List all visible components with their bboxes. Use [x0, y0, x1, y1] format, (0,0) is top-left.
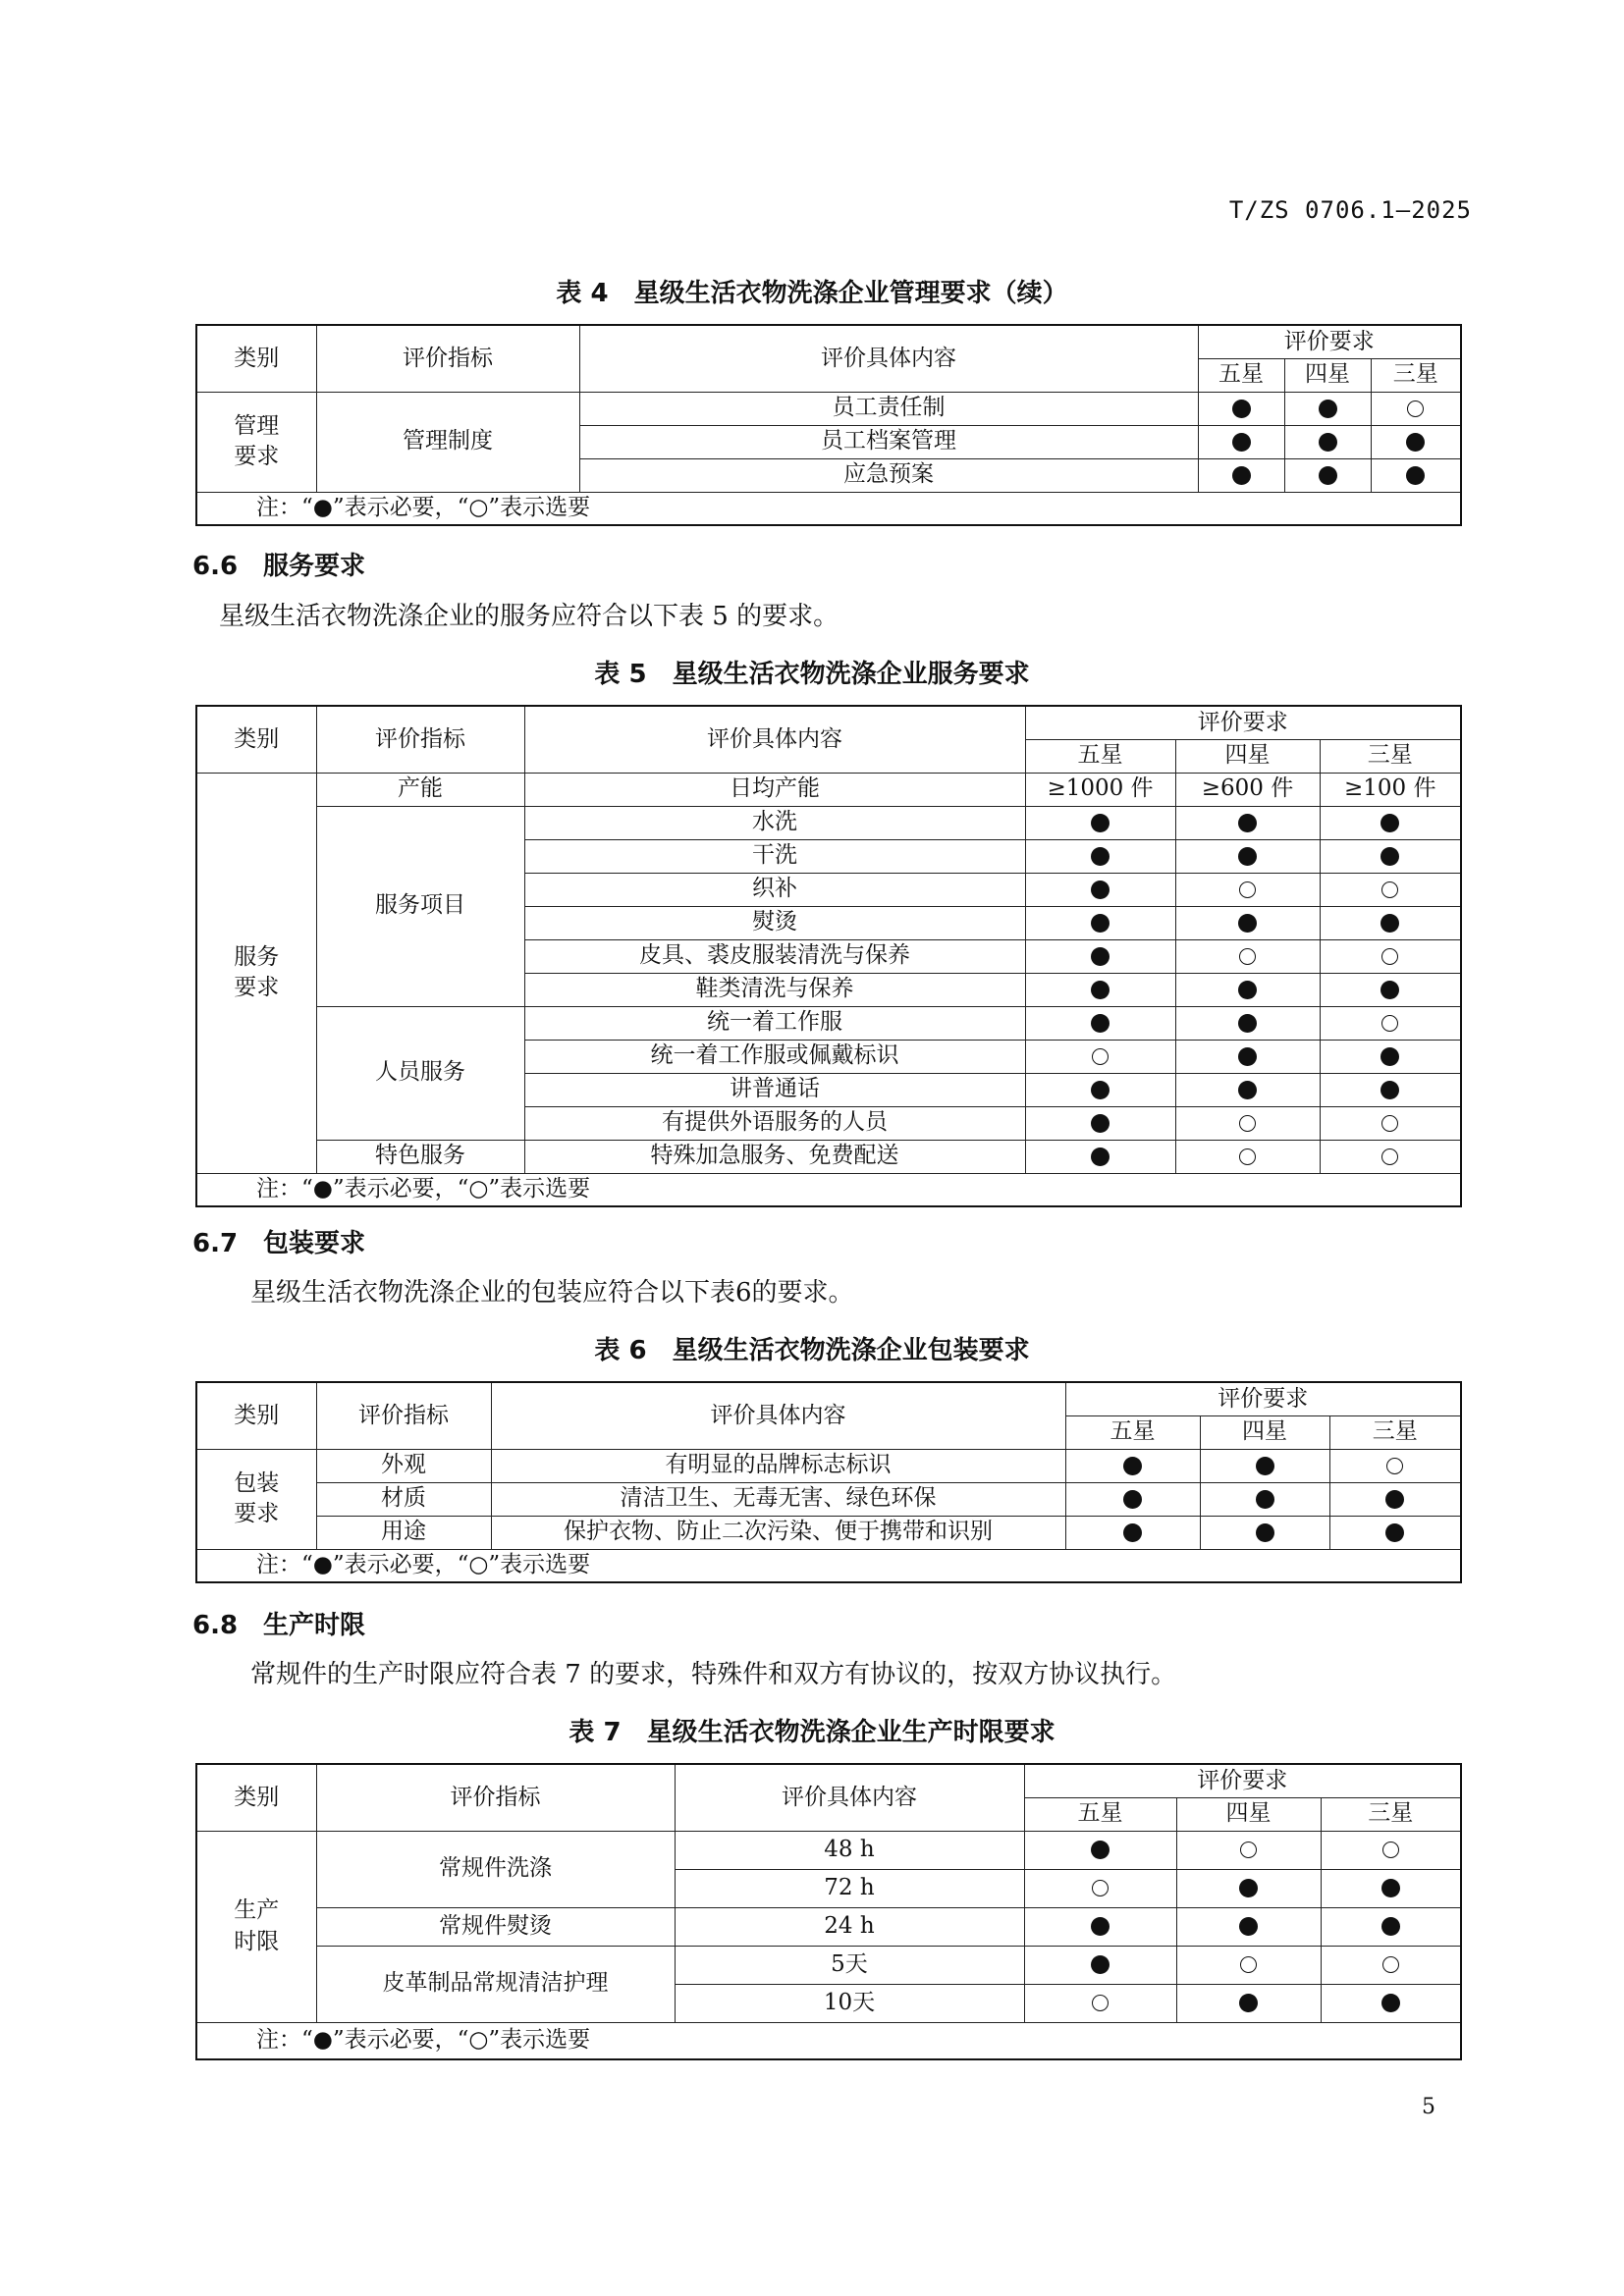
required-filled-circle-icon: [1239, 1879, 1258, 1897]
optional-hollow-circle-icon: [1407, 400, 1424, 417]
indicator-cell: 人员服务: [316, 1006, 524, 1140]
header-requirement: 评价要求: [1024, 1764, 1461, 1797]
optional-hollow-circle-icon: [1382, 1842, 1399, 1858]
header-five-star: 五星: [1065, 1415, 1200, 1449]
required-filled-circle-icon: [1406, 433, 1425, 452]
header-category: 类别: [196, 1764, 316, 1831]
optional-hollow-circle-icon: [1239, 1115, 1256, 1132]
required-filled-circle-icon: [1385, 1523, 1404, 1542]
requirement-mark-cell: [1175, 906, 1320, 939]
section-6-7-text: 星级生活衣物洗涤企业的包装应符合以下表6的要求。: [250, 1278, 854, 1308]
table6-caption: 表 6 星级生活衣物洗涤企业包装要求: [594, 1336, 1030, 1365]
indicator-cell: 特色服务: [316, 1140, 524, 1173]
category-cell: 服务 要求: [196, 773, 316, 1173]
section-6-6-text: 星级生活衣物洗涤企业的服务应符合以下表 5 的要求。: [219, 602, 839, 631]
required-filled-circle-icon: [1239, 1917, 1258, 1936]
section-6-8-title: 6.8 生产时限: [192, 1611, 366, 1640]
header-content: 评价具体内容: [491, 1382, 1065, 1449]
required-filled-circle-icon: [1238, 1047, 1257, 1066]
requirement-mark-cell: [1024, 1869, 1176, 1907]
required-filled-circle-icon: [1232, 433, 1251, 452]
table6: [195, 1381, 1462, 1583]
requirement-mark-cell: [1320, 1040, 1461, 1073]
content-cell: 织补: [524, 873, 1025, 906]
requirement-mark-cell: [1025, 1140, 1175, 1173]
required-filled-circle-icon: [1239, 1994, 1258, 2012]
content-cell: 特殊加急服务、免费配送: [524, 1140, 1025, 1173]
content-cell: 皮具、裘皮服装清洗与保养: [524, 939, 1025, 973]
indicator-cell: 用途: [316, 1516, 491, 1549]
required-filled-circle-icon: [1238, 814, 1257, 832]
table4-caption: 表 4 星级生活衣物洗涤企业管理要求（续）: [556, 279, 1068, 308]
requirement-mark-cell: [1176, 1946, 1321, 1984]
requirement-mark-cell: [1024, 1907, 1176, 1946]
requirement-mark-cell: [1025, 906, 1175, 939]
header-category: 类别: [196, 1382, 316, 1449]
required-filled-circle-icon: [1091, 1114, 1110, 1133]
header-four-star: 四星: [1176, 1797, 1321, 1831]
requirement-mark-cell: [1175, 806, 1320, 839]
category-cell: 管理 要求: [196, 392, 316, 492]
requirement-mark-cell: [1200, 1482, 1329, 1516]
header-three-star: 三星: [1320, 739, 1461, 773]
required-filled-circle-icon: [1385, 1490, 1404, 1509]
required-filled-circle-icon: [1123, 1457, 1142, 1475]
header-indicator: 评价指标: [316, 1382, 491, 1449]
requirement-mark-cell: [1065, 1449, 1200, 1482]
requirement-mark-cell: [1321, 1831, 1461, 1869]
requirement-mark-cell: [1025, 1006, 1175, 1040]
content-cell: 24 h: [675, 1907, 1024, 1946]
capacity-five-star: ≥1000 件: [1025, 773, 1175, 806]
required-filled-circle-icon: [1256, 1490, 1274, 1509]
requirement-mark-cell: [1321, 1907, 1461, 1946]
requirement-mark-cell: [1176, 1869, 1321, 1907]
required-filled-circle-icon: [1232, 466, 1251, 485]
requirement-mark-cell: [1200, 1449, 1329, 1482]
header-content: 评价具体内容: [524, 706, 1025, 773]
document-code: T/ZS 0706.1—2025: [1228, 196, 1472, 224]
content-cell: 员工档案管理: [579, 425, 1198, 458]
optional-hollow-circle-icon: [1092, 1880, 1109, 1896]
table4: [195, 324, 1462, 526]
required-filled-circle-icon: [1238, 1014, 1257, 1033]
header-content: 评价具体内容: [675, 1764, 1024, 1831]
requirement-mark-cell: [1284, 425, 1371, 458]
requirement-mark-cell: [1025, 973, 1175, 1006]
required-filled-circle-icon: [1091, 947, 1110, 966]
requirement-mark-cell: [1284, 392, 1371, 425]
required-filled-circle-icon: [1091, 881, 1110, 899]
header-requirement: 评价要求: [1065, 1382, 1461, 1415]
required-filled-circle-icon: [1256, 1457, 1274, 1475]
content-cell: 日均产能: [524, 773, 1025, 806]
content-cell: 水洗: [524, 806, 1025, 839]
optional-hollow-circle-icon: [1239, 1148, 1256, 1165]
requirement-mark-cell: [1175, 1073, 1320, 1106]
header-three-star: 三星: [1321, 1797, 1461, 1831]
content-cell: 讲普通话: [524, 1073, 1025, 1106]
content-cell: 48 h: [675, 1831, 1024, 1869]
content-cell: 有明显的品牌标志标识: [491, 1449, 1065, 1482]
optional-hollow-circle-icon: [1240, 1842, 1257, 1858]
required-filled-circle-icon: [1238, 847, 1257, 866]
optional-hollow-circle-icon: [1381, 881, 1398, 898]
requirement-mark-cell: [1025, 1040, 1175, 1073]
requirement-mark-cell: [1025, 1106, 1175, 1140]
requirement-mark-cell: [1025, 806, 1175, 839]
header-requirement: 评价要求: [1198, 325, 1461, 358]
requirement-mark-cell: [1320, 839, 1461, 873]
requirement-mark-cell: [1025, 873, 1175, 906]
required-filled-circle-icon: [1380, 981, 1399, 999]
table5: [195, 705, 1462, 1207]
content-cell: 鞋类清洗与保养: [524, 973, 1025, 1006]
requirement-mark-cell: [1175, 1040, 1320, 1073]
required-filled-circle-icon: [1406, 466, 1425, 485]
required-filled-circle-icon: [1091, 1917, 1110, 1936]
requirement-mark-cell: [1329, 1482, 1461, 1516]
header-indicator: 评价指标: [316, 706, 524, 773]
header-indicator: 评价指标: [316, 1764, 675, 1831]
content-cell: 保护衣物、防止二次污染、便于携带和识别: [491, 1516, 1065, 1549]
optional-hollow-circle-icon: [1092, 1048, 1109, 1065]
content-cell: 统一着工作服: [524, 1006, 1025, 1040]
requirement-mark-cell: [1025, 939, 1175, 973]
requirement-mark-cell: [1371, 392, 1461, 425]
requirement-mark-cell: [1175, 939, 1320, 973]
requirement-mark-cell: [1320, 1140, 1461, 1173]
requirement-mark-cell: [1175, 839, 1320, 873]
content-cell: 员工责任制: [579, 392, 1198, 425]
header-category: 类别: [196, 325, 316, 392]
requirement-mark-cell: [1284, 458, 1371, 492]
capacity-four-star: ≥600 件: [1175, 773, 1320, 806]
required-filled-circle-icon: [1381, 1917, 1400, 1936]
requirement-mark-cell: [1176, 1907, 1321, 1946]
indicator-cell: 材质: [316, 1482, 491, 1516]
required-filled-circle-icon: [1256, 1523, 1274, 1542]
required-filled-circle-icon: [1381, 1879, 1400, 1897]
requirement-mark-cell: [1025, 839, 1175, 873]
required-filled-circle-icon: [1123, 1490, 1142, 1509]
requirement-mark-cell: [1320, 873, 1461, 906]
requirement-mark-cell: [1025, 1073, 1175, 1106]
required-filled-circle-icon: [1091, 1081, 1110, 1099]
requirement-mark-cell: [1320, 1006, 1461, 1040]
optional-hollow-circle-icon: [1386, 1458, 1403, 1474]
requirement-mark-cell: [1024, 1946, 1176, 1984]
indicator-cell: 管理制度: [316, 392, 579, 492]
category-cell: 包装 要求: [196, 1449, 316, 1549]
requirement-mark-cell: [1175, 1140, 1320, 1173]
required-filled-circle-icon: [1091, 847, 1110, 866]
required-filled-circle-icon: [1238, 1081, 1257, 1099]
header-three-star: 三星: [1329, 1415, 1461, 1449]
requirement-mark-cell: [1329, 1449, 1461, 1482]
requirement-mark-cell: [1320, 906, 1461, 939]
required-filled-circle-icon: [1380, 847, 1399, 866]
requirement-mark-cell: [1198, 425, 1284, 458]
requirement-mark-cell: [1329, 1516, 1461, 1549]
requirement-mark-cell: [1024, 1984, 1176, 2022]
requirement-mark-cell: [1320, 1073, 1461, 1106]
requirement-mark-cell: [1065, 1516, 1200, 1549]
requirement-mark-cell: [1198, 392, 1284, 425]
required-filled-circle-icon: [1091, 914, 1110, 933]
header-five-star: 五星: [1024, 1797, 1176, 1831]
capacity-three-star: ≥100 件: [1320, 773, 1461, 806]
optional-hollow-circle-icon: [1381, 948, 1398, 965]
header-category: 类别: [196, 706, 316, 773]
table5-caption: 表 5 星级生活衣物洗涤企业服务要求: [594, 660, 1030, 689]
table-note: 注：“●”表示必要，“○”表示选要: [196, 1173, 1461, 1206]
content-cell: 清洁卫生、无毒无害、绿色环保: [491, 1482, 1065, 1516]
page-number: 5: [1422, 2095, 1435, 2119]
section-6-6-title: 6.6 服务要求: [192, 552, 366, 581]
indicator-cell: 产能: [316, 773, 524, 806]
optional-hollow-circle-icon: [1240, 1956, 1257, 1973]
header-four-star: 四星: [1284, 358, 1371, 392]
requirement-mark-cell: [1320, 806, 1461, 839]
required-filled-circle-icon: [1380, 1081, 1399, 1099]
requirement-mark-cell: [1321, 1984, 1461, 2022]
required-filled-circle-icon: [1232, 400, 1251, 418]
optional-hollow-circle-icon: [1092, 1995, 1109, 2011]
required-filled-circle-icon: [1380, 814, 1399, 832]
required-filled-circle-icon: [1319, 433, 1337, 452]
content-cell: 应急预案: [579, 458, 1198, 492]
content-cell: 5天: [675, 1946, 1024, 1984]
content-cell: 72 h: [675, 1869, 1024, 1907]
table7: [195, 1763, 1462, 2060]
requirement-mark-cell: [1321, 1946, 1461, 1984]
indicator-cell: 外观: [316, 1449, 491, 1482]
required-filled-circle-icon: [1319, 466, 1337, 485]
header-indicator: 评价指标: [316, 325, 579, 392]
content-cell: 10天: [675, 1984, 1024, 2022]
requirement-mark-cell: [1320, 1106, 1461, 1140]
category-cell: 生产 时限: [196, 1831, 316, 2022]
header-five-star: 五星: [1025, 739, 1175, 773]
required-filled-circle-icon: [1123, 1523, 1142, 1542]
indicator-cell: 常规件熨烫: [316, 1907, 675, 1946]
required-filled-circle-icon: [1091, 981, 1110, 999]
optional-hollow-circle-icon: [1381, 1115, 1398, 1132]
required-filled-circle-icon: [1381, 1994, 1400, 2012]
content-cell: 有提供外语服务的人员: [524, 1106, 1025, 1140]
section-6-7-title: 6.7 包装要求: [192, 1229, 366, 1258]
content-cell: 统一着工作服或佩戴标识: [524, 1040, 1025, 1073]
requirement-mark-cell: [1175, 1006, 1320, 1040]
requirement-mark-cell: [1371, 458, 1461, 492]
requirement-mark-cell: [1176, 1984, 1321, 2022]
required-filled-circle-icon: [1091, 1841, 1110, 1859]
required-filled-circle-icon: [1238, 981, 1257, 999]
indicator-cell: 常规件洗涤: [316, 1831, 675, 1907]
table-note: 注：“●”表示必要，“○”表示选要: [196, 492, 1461, 525]
requirement-mark-cell: [1320, 973, 1461, 1006]
optional-hollow-circle-icon: [1381, 1015, 1398, 1032]
requirement-mark-cell: [1176, 1831, 1321, 1869]
requirement-mark-cell: [1200, 1516, 1329, 1549]
indicator-cell: 皮革制品常规清洁护理: [316, 1946, 675, 2022]
header-requirement: 评价要求: [1025, 706, 1461, 739]
requirement-mark-cell: [1371, 425, 1461, 458]
requirement-mark-cell: [1321, 1869, 1461, 1907]
requirement-mark-cell: [1198, 458, 1284, 492]
table7-caption: 表 7 星级生活衣物洗涤企业生产时限要求: [568, 1718, 1056, 1747]
header-four-star: 四星: [1200, 1415, 1329, 1449]
requirement-mark-cell: [1175, 1106, 1320, 1140]
header-five-star: 五星: [1198, 358, 1284, 392]
required-filled-circle-icon: [1091, 1148, 1110, 1166]
requirement-mark-cell: [1024, 1831, 1176, 1869]
required-filled-circle-icon: [1380, 1047, 1399, 1066]
table-note: 注：“●”表示必要，“○”表示选要: [196, 1549, 1461, 1582]
required-filled-circle-icon: [1091, 1955, 1110, 1974]
requirement-mark-cell: [1175, 873, 1320, 906]
content-cell: 熨烫: [524, 906, 1025, 939]
table-note: 注：“●”表示必要，“○”表示选要: [196, 2022, 1461, 2059]
header-three-star: 三星: [1371, 358, 1461, 392]
required-filled-circle-icon: [1380, 914, 1399, 933]
required-filled-circle-icon: [1091, 814, 1110, 832]
required-filled-circle-icon: [1091, 1014, 1110, 1033]
header-content: 评价具体内容: [579, 325, 1198, 392]
content-cell: 干洗: [524, 839, 1025, 873]
requirement-mark-cell: [1065, 1482, 1200, 1516]
optional-hollow-circle-icon: [1239, 881, 1256, 898]
indicator-cell: 服务项目: [316, 806, 524, 1006]
required-filled-circle-icon: [1238, 914, 1257, 933]
requirement-mark-cell: [1320, 939, 1461, 973]
optional-hollow-circle-icon: [1381, 1148, 1398, 1165]
required-filled-circle-icon: [1319, 400, 1337, 418]
optional-hollow-circle-icon: [1382, 1956, 1399, 1973]
requirement-mark-cell: [1175, 973, 1320, 1006]
section-6-8-text: 常规件的生产时限应符合表 7 的要求，特殊件和双方有协议的，按双方协议执行。: [250, 1660, 1177, 1689]
header-four-star: 四星: [1175, 739, 1320, 773]
optional-hollow-circle-icon: [1239, 948, 1256, 965]
